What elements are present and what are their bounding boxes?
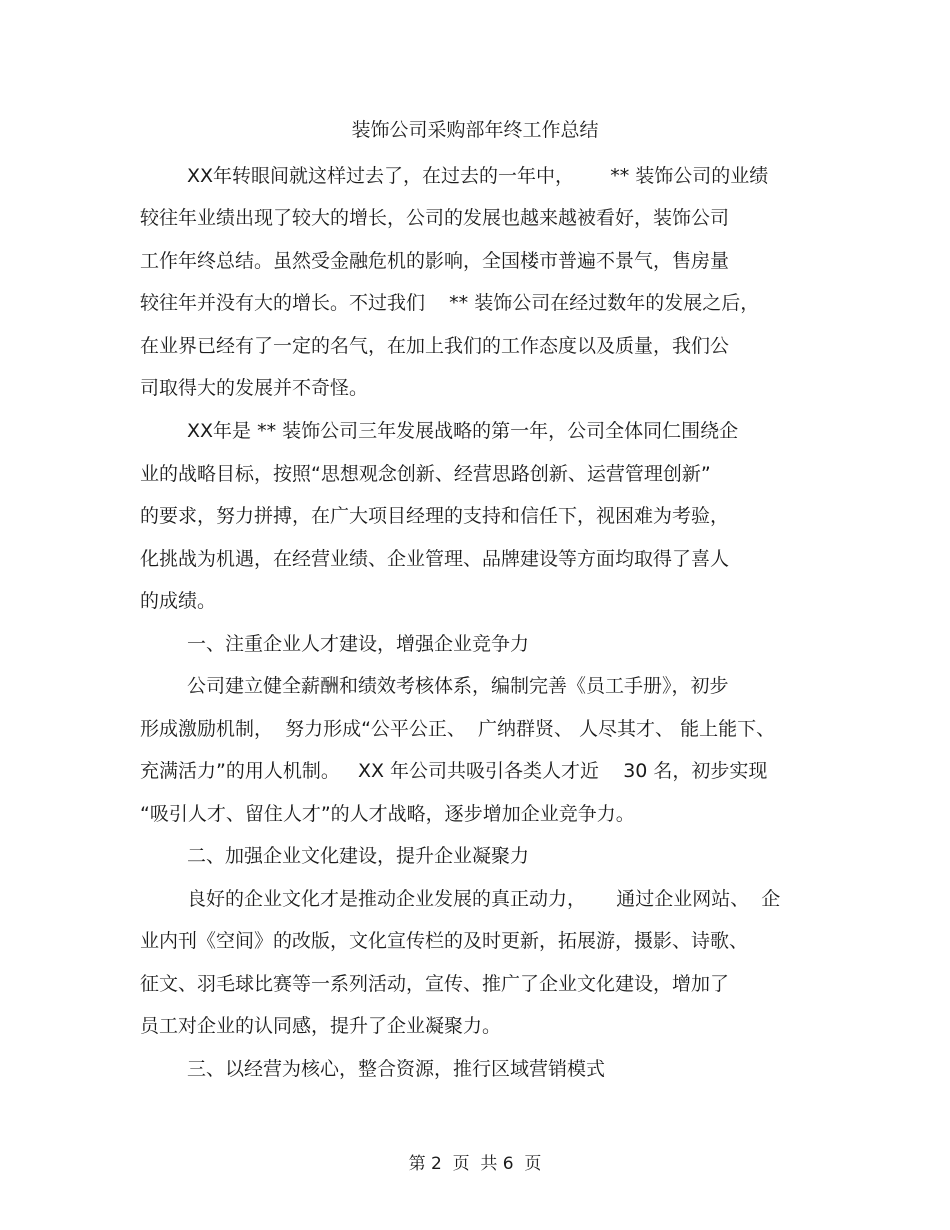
text-line-19: 业内刊《空间》的改版，文化宣传栏的及时更新，拓展游，摄影、诗歌、 — [140, 930, 749, 952]
text-line-11: 的成绩。 — [140, 590, 217, 612]
document-title: 装饰公司采购部年终工作总结 — [351, 119, 599, 141]
text-line-16: “吸引人才、留住人才”的人才战略，逐步增加企业竞争力。 — [140, 803, 635, 825]
text-line-15: 充满活力”的用人机制。 XX 年公司共吸引各类人才近 30 名，初步实现 — [140, 760, 768, 782]
page-footer: 第 2 页 共 6 页 — [408, 1154, 542, 1174]
text-line-4: 较往年并没有大的增长。不过我们 ** 装饰公司在经过数年的发展之后， — [140, 292, 760, 314]
section-heading-1: 一、注重企业人才建设，增强企业竞争力 — [187, 633, 530, 655]
text-line-18: 良好的企业文化才是推动企业发展的真正动力， 通过企业网站、 企 — [187, 888, 781, 910]
text-line-1: XX年转眼间就这样过去了，在过去的一年中， ** 装饰公司的业绩 — [187, 165, 769, 187]
text-line-6: 司取得大的发展并不奇怪。 — [140, 377, 369, 399]
text-line-7: XX年是 ** 装饰公司三年发展战略的第一年，公司全体同仁围绕企 — [187, 420, 739, 442]
text-line-5: 在业界已经有了一定的名气，在加上我们的工作态度以及质量，我们公 — [140, 335, 730, 357]
text-line-14: 形成激励机制， 努力形成“公平公正、 广纳群贤、 人尽其才、 能上能下、 — [140, 718, 776, 740]
text-line-2: 较往年业绩出现了较大的增长，公司的发展也越来越被看好，装饰公司 — [140, 207, 730, 229]
text-line-3: 工作年终总结。虽然受金融危机的影响，全国楼市普遍不景气，售房量 — [140, 250, 730, 272]
text-line-21: 员工对企业的认同感，提升了企业凝聚力。 — [140, 1015, 502, 1037]
section-heading-3: 三、以经营为核心，整合资源，推行区域营销模式 — [187, 1058, 606, 1080]
text-line-13: 公司建立健全薪酬和绩效考核体系，编制完善《员工手册》，初步 — [187, 675, 729, 697]
text-line-8: 业的战略目标，按照“思想观念创新、经营思路创新、运营管理创新” — [140, 463, 711, 485]
text-line-20: 征文、羽毛球比赛等一系列活动，宣传、推广了企业文化建设，增加了 — [140, 973, 730, 995]
text-line-10: 化挑战为机遇，在经营业绩、企业管理、品牌建设等方面均取得了喜人 — [140, 548, 730, 570]
text-line-9: 的要求，努力拼搏，在广大项目经理的支持和信任下，视困难为考验， — [140, 505, 730, 527]
section-heading-2: 二、加强企业文化建设，提升企业凝聚力 — [187, 845, 530, 867]
